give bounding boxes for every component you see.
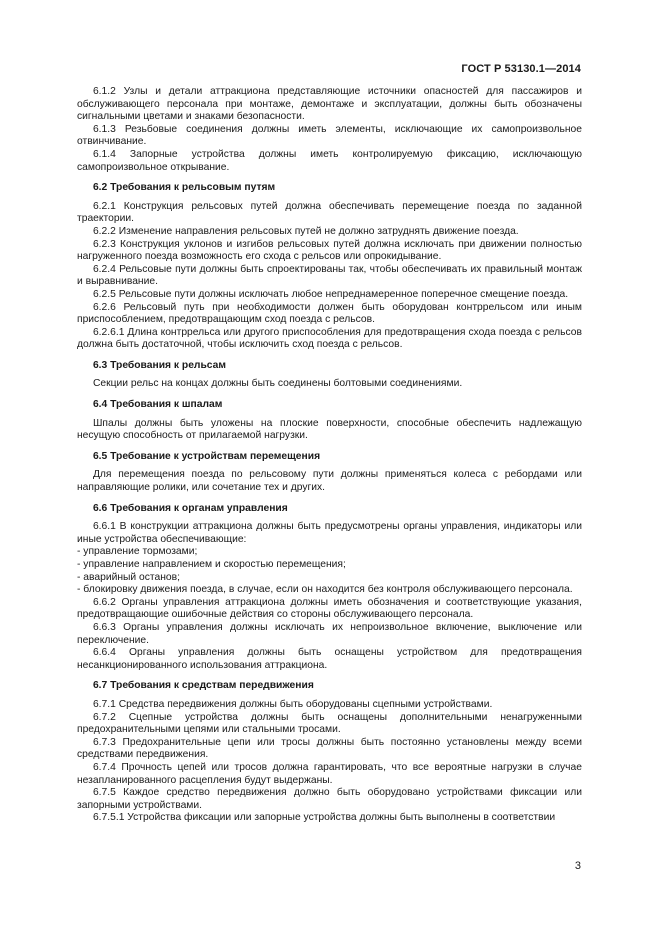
paragraph-6-6-1: 6.6.1 В конструкции аттракциона должны быть предусмотрены органы управления, индикаторы или иные устройства обеспечивающие: [77, 521, 582, 545]
paragraph-6-3: Секции рельс на концах должны быть соединены болтовыми соединениями. [92, 378, 463, 390]
paragraph-6-2-6-1: 6.2.6.1 Длина контррельса или другого приспособления для предотвращения схода поезда с рельсов должна быть достаточной, чтобы исключить сход поезда с рельсов. [77, 326, 582, 351]
paragraph-6-7-1: 6.7.1 Средства передвижения должны быть оборудованы сцепными устройствами. [92, 698, 493, 710]
paragraph-6-6-4: 6.6.4 Органы управления должны быть оснащены устройством для предотвращения несанкционированного использования аттракциона. [77, 647, 582, 671]
section-heading-6-2: 6.2 Требования к рельсовым путям [92, 182, 276, 194]
section-heading-6-6: 6.6 Требования к органам управления [92, 502, 288, 514]
paragraph-6-2-4: 6.2.4 Рельсовые пути должны быть спроектированы так, чтобы обеспечивать их правильный монтаж и выравнивание. [77, 263, 582, 288]
paragraph-6-2-2: 6.2.2 Изменение направления рельсовых путей не должно затруднять движение поезда. [92, 225, 519, 237]
list-item-brakes: - управление тормозами; [77, 546, 198, 558]
paragraph-6-5: Для перемещения поезда по рельсовому пути должны применяться колеса с ребордами или направляющие ролики, или сочетание тех и других. [77, 469, 582, 494]
paragraph-6-7-4: 6.7.4 Прочность цепей или тросов должна гарантировать, что все вероятные нагрузки в случае незапланированного расцепления будут выдержаны. [77, 761, 582, 786]
paragraph-6-4: Шпалы должны быть уложены на плоские поверхности, способные обеспечить надлежащую несущую способность от прилагаемой нагрузки. [77, 417, 582, 442]
list-item-direction-speed: - управление направлением и скоростью перемещения; [77, 559, 346, 570]
section-heading-6-4: 6.4 Требования к шпалам [92, 399, 223, 411]
paragraph-6-2-5: 6.2.5 Рельсовые пути должны исключать любое непреднамеренное поперечное смещение поезда. [92, 288, 569, 300]
paragraph-6-1-4: 6.1.4 Запорные устройства должны иметь контролируемую фиксацию, исключающую самопроизвольное открывание. [77, 148, 582, 173]
paragraph-6-6-3: 6.6.3 Органы управления должны исключать их непроизвольное включение, выключение или переключение. [77, 621, 582, 646]
paragraph-6-7-5-1: 6.7.5.1 Устройства фиксации или запорные устройства должны быть выполнены в соответствии [92, 812, 556, 824]
list-item-emergency-stop: - аварийный останов; [77, 571, 180, 583]
paragraph-6-2-3: 6.2.3 Конструкция уклонов и изгибов рельсовых путей должна исключать при движении полностью нагруженного поезда возможность его схода с рельсов или опрокидывание. [77, 238, 582, 263]
paragraph-6-1-3: 6.1.3 Резьбовые соединения должны иметь элементы, исключающие их самопроизвольное отвинчивание. [77, 123, 582, 148]
page-number: 3 [574, 860, 581, 872]
section-heading-6-3: 6.3 Требования к рельсам [92, 359, 226, 371]
section-heading-6-5: 6.5 Требование к устройствам перемещения [92, 450, 321, 462]
page-body [77, 86, 582, 825]
paragraph-6-7-5: 6.7.5 Каждое средство передвижения должно быть оборудовано устройствами фиксации или запорными устройствами. [77, 787, 582, 811]
section-heading-6-7: 6.7 Требования к средствам передвижения [92, 680, 314, 692]
paragraph-6-2-6: 6.2.6 Рельсовый путь при необходимости должен быть оборудован контррельсом или иным приспособлением, предотвращающим сход поезда с рельсов. [77, 301, 582, 326]
list-item-blocking: - блокировку движения поезда, в случае, если он находится без контроля обслуживающего персонала. [77, 584, 573, 596]
document-id-header: ГОСТ Р 53130.1—2014 [461, 63, 581, 75]
paragraph-6-6-2: 6.6.2 Органы управления аттракциона должны иметь обозначения и соответствующие указания, предотвращающие ошибочные действия со стороны обслуживающего персонала. [77, 596, 582, 621]
paragraph-6-2-1: 6.2.1 Конструкция рельсовых путей должна обеспечивать перемещение поезда по заданной траектории. [77, 200, 582, 225]
paragraph-6-7-3: 6.7.3 Предохранительные цепи или тросы должны быть постоянно установлены между всеми средствами передвижения. [77, 736, 582, 761]
paragraph-6-1-2: 6.1.2 Узлы и детали аттракциона представляющие источники опасностей для пассажиров и обслуживающего персонала при монтаже, демонтаже и эксплуатации, должны быть обозначены сигнальными цветами и знаками безопасности. [77, 86, 582, 123]
paragraph-6-7-2: 6.7.2 Сцепные устройства должны быть оснащены дополнительными ненагруженными предохранительными цепями или стальными тросами. [77, 711, 582, 736]
